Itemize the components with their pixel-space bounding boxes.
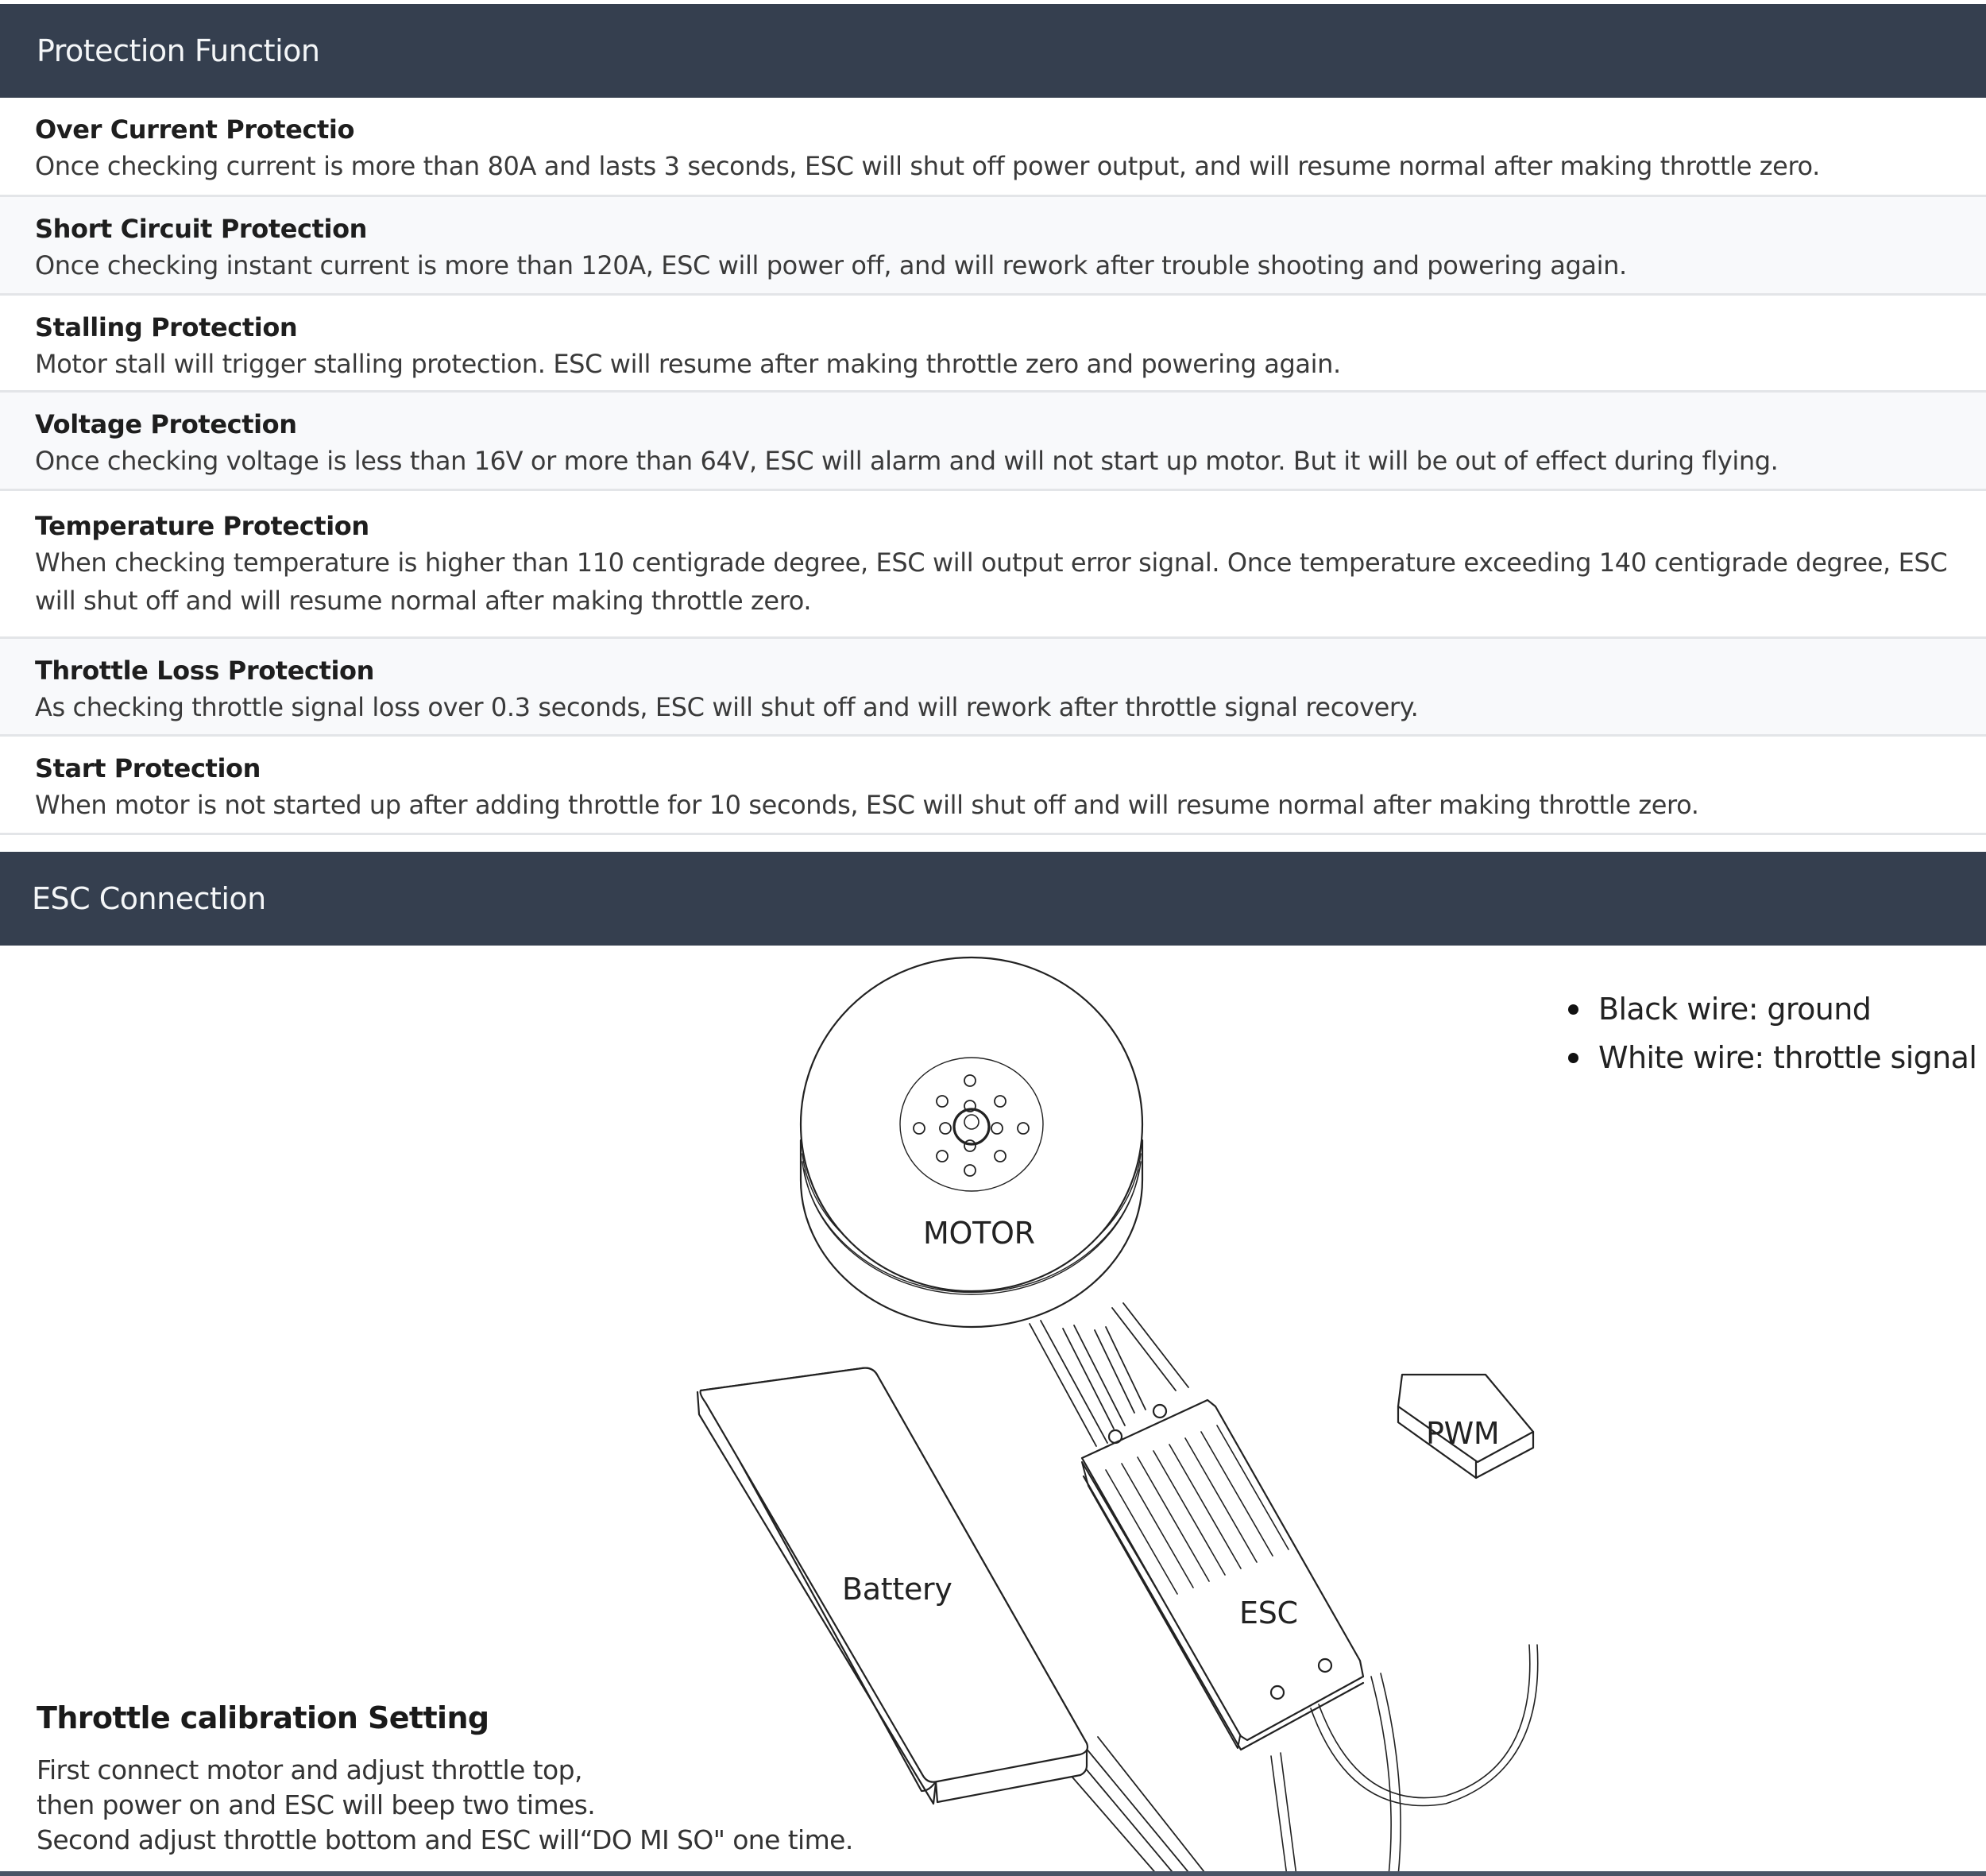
calibration-line: then power on and ESC will beep two times. [37,1789,596,1820]
protection-item-short-circuit [0,197,1986,296]
motor-icon [801,957,1142,1327]
protection-item-description: When checking temperature is higher than 110 centigrade degree, ESC will output error signal. Once temperature exceeding 140 centigrade degree, ESC will shut off and will resume normal after making throttle zero. [35,547,1948,616]
motor-label: MOTOR [923,1216,1035,1251]
throttle-calibration [37,1700,853,1858]
battery-label: Battery [842,1572,952,1607]
pwm-label: PWM [1426,1416,1500,1451]
protection-item-description: Motor stall will trigger stalling protection. ESC will resume after making throttle zero and powering again. [35,349,1341,379]
protection-item-title: Over Current Protectio [35,114,355,145]
protection-item-title: Throttle Loss Protection [35,656,375,686]
protection-item-description: Once checking voltage is less than 16V or more than 64V, ESC will alarm and will not start up motor. But it will be out of effect during flying. [35,446,1779,476]
protection-function-title: Protection Function [37,33,320,68]
protection-list [0,98,1986,835]
protection-item-description: As checking throttle signal loss over 0.3 seconds, ESC will shut off and will rework after throttle signal recovery. [35,692,1419,722]
bullet-icon [1568,1004,1578,1015]
bullet-icon [1568,1053,1578,1063]
esc-connection-header [0,852,1986,946]
protection-item-start [0,737,1986,835]
protection-item-throttle-loss [0,639,1986,737]
wire-legend [1565,985,1976,1082]
protection-item-description: Once checking current is more than 80A and lasts 3 seconds, ESC will shut off power output, and will resume normal after making throttle zero. [35,151,1820,181]
esc-connection-title: ESC Connection [32,881,266,916]
protection-item-description: Once checking instant current is more than 120A, ESC will power off, and will rework after trouble shooting and powering again. [35,250,1627,280]
protection-item-voltage [0,393,1986,491]
calibration-line: Second adjust throttle bottom and ESC will“DO MI SO" one time. [37,1824,853,1855]
esc-label: ESC [1239,1596,1298,1630]
protection-item-temperature [0,491,1986,639]
esc-connection-diagram [0,946,1986,1876]
wire-legend-item: White wire: throttle signal [1565,1034,1976,1082]
protection-item-over-current [0,98,1986,197]
protection-item-stalling [0,296,1986,393]
protection-item-title: Temperature Protection [35,511,369,541]
protection-function-header [0,4,1986,98]
protection-item-title: Start Protection [35,753,261,783]
esc-icon [1082,1400,1363,1750]
protection-item-title: Stalling Protection [35,312,298,342]
calibration-line: First connect motor and adjust throttle top, [37,1754,582,1785]
bottom-divider [0,1871,1986,1876]
protection-item-description: When motor is not started up after adding throttle for 10 seconds, ESC will shut off and will resume normal after making throttle zero. [35,790,1699,820]
wire-legend-item: Black wire: ground [1565,985,1976,1034]
protection-item-title: Voltage Protection [35,409,297,439]
calibration-title: Throttle calibration Setting [37,1700,489,1735]
protection-item-title: Short Circuit Protection [35,214,368,244]
